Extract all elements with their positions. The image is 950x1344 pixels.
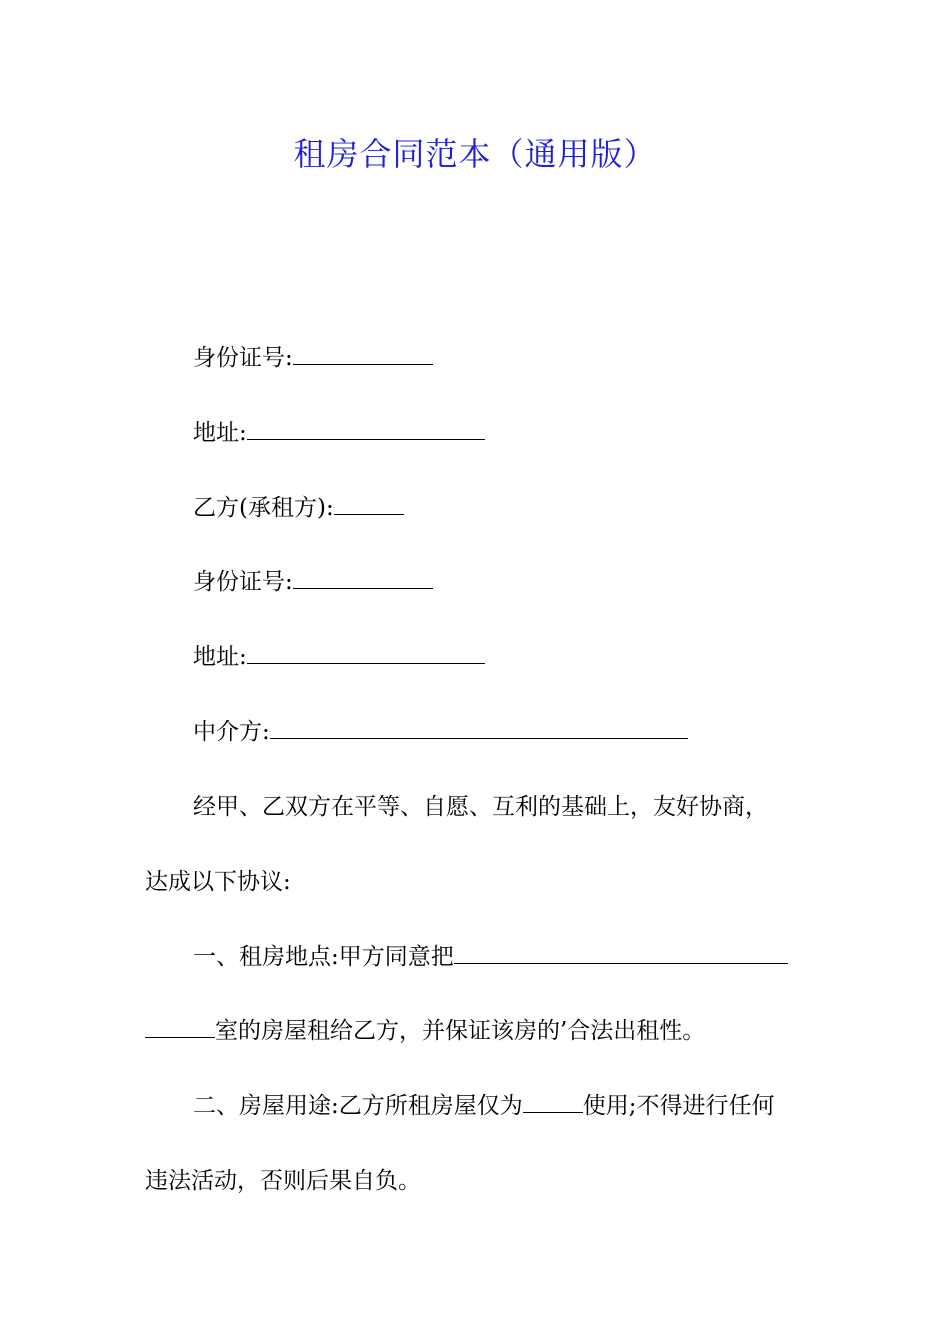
clause-two-text-cont: 使用;不得进行任何 bbox=[582, 1093, 775, 1119]
id-number-line-landlord bbox=[193, 338, 433, 378]
address-label: 地址: bbox=[193, 644, 247, 670]
id-number-label: 身份证号: bbox=[193, 345, 293, 371]
agent-label: 中介方: bbox=[193, 719, 270, 745]
clause-one-line1 bbox=[193, 937, 788, 977]
agent-line bbox=[193, 712, 688, 752]
page-title: 租房合同范本（通用版） bbox=[293, 135, 657, 173]
clause-one-text: 一、租房地点:甲方同意把 bbox=[193, 944, 454, 970]
tenant-line bbox=[193, 488, 404, 528]
clause-one-line2 bbox=[145, 1011, 705, 1051]
clause-two-text: 二、房屋用途:乙方所租房屋仅为 bbox=[193, 1093, 523, 1119]
location-blank[interactable] bbox=[454, 941, 788, 964]
address-label: 地址: bbox=[193, 420, 247, 446]
address-blank[interactable] bbox=[247, 641, 485, 664]
clause-two-line2: 违法活动，否则后果自负。 bbox=[145, 1168, 421, 1194]
agreement-paragraph-line2: 达成以下协议: bbox=[145, 869, 291, 895]
agent-blank[interactable] bbox=[270, 716, 688, 739]
agreement-paragraph-line1: 经甲、乙双方在平等、自愿、互利的基础上，友好协商， bbox=[193, 794, 768, 820]
id-number-line-tenant bbox=[193, 562, 433, 602]
id-number-blank[interactable] bbox=[293, 342, 433, 365]
clause-two-line1 bbox=[193, 1086, 775, 1126]
usage-blank[interactable] bbox=[523, 1090, 583, 1113]
tenant-label: 乙方(承租方): bbox=[193, 495, 334, 521]
id-number-blank[interactable] bbox=[293, 566, 433, 589]
id-number-label: 身份证号: bbox=[193, 569, 293, 595]
tenant-blank[interactable] bbox=[334, 492, 404, 515]
clause-one-text-cont: 室的房屋租给乙方，并保证该房的’合法出租性。 bbox=[215, 1018, 706, 1044]
address-line-landlord bbox=[193, 413, 485, 453]
address-blank[interactable] bbox=[247, 417, 485, 440]
room-blank[interactable] bbox=[145, 1015, 215, 1038]
address-line-tenant bbox=[193, 637, 485, 677]
